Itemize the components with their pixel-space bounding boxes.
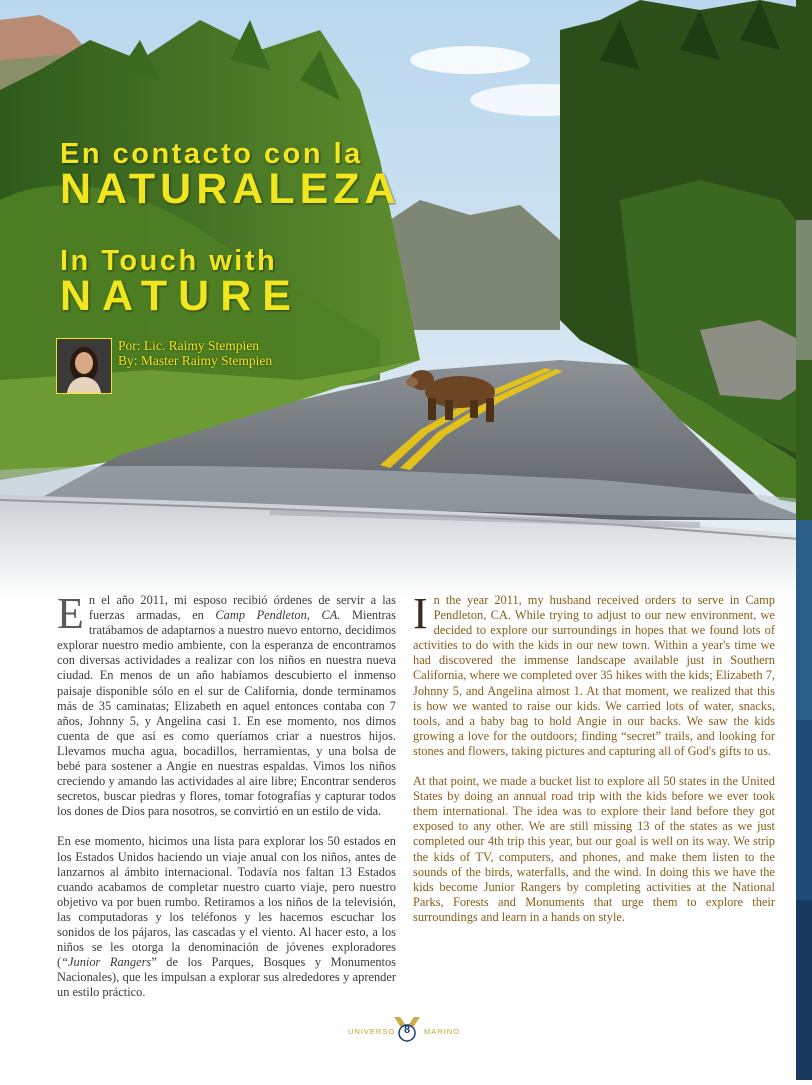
- spanish-paragraph-2: [57, 834, 396, 1000]
- spanish-p1-text-b: Mientras tratábamos de adaptarnos a nuestro nuevo entorno, decidimos explorar nuestro medio ambiente, con la esperanza de encontramos con diversas actividades a realizar con los niños en nuestra nueva ciudad. En menos de un año habíamos descubierto el inmenso paisaje disponible sólo en el sur de California, donde terminamos más de 35 caminatas; Elizabeth en aquel entonces contaba con 7 años, Johnny 5, y Angelina casi 1. En ese momento, nos dimos cuenta de que así es como queríamos criar a nuestros hijos. Llevamos mucha agua, bocadillos, herramientas, y una bolsa de bebé para sostener a Angie en nuestras espaldas. Vimos los niños creciendo y amando las actividades al aire libre; Encontrar senderos secretos, buscar piedras y flores, tomar fotografías y capturar todos los dones de Dios para nosotros, se convirtió en un estilo de vida.: [57, 608, 396, 819]
- spanish-paragraph-1: [57, 589, 396, 819]
- spanish-p1-text-a: n el año 2011, mi esposo recibió órdenes de servir a las fuerzas armadas, en: [88, 593, 396, 623]
- title-english-line1: In Touch with: [60, 245, 278, 277]
- english-paragraph-1: [413, 589, 775, 759]
- spanish-article-column: [57, 589, 396, 1015]
- title-spanish-line1: En contacto con la: [60, 138, 363, 170]
- title-spanish-line2: NATURALEZA: [60, 165, 401, 213]
- page-number: 8: [403, 1024, 411, 1036]
- page-edge-photo-strip: [796, 0, 812, 1080]
- footer-label-right: MARINO: [424, 1027, 460, 1036]
- page-footer: [330, 1013, 480, 1045]
- english-p1-text: n the year 2011, my husband received orders to serve in Camp Pendleton, CA. While trying to adjust to our new environment, we decided to explore our surroundings in hopes that we found lots of activities to do with the kids in our new town. Within a year's time we had discovered the immense landscape available just in Southern California, where we completed over 35 hikes with the kids; Elizabeth 7, Johnny 5, and Angelina almost 1. At that moment, we realized that this is how we wanted to raise our kids. We carried lots of water, snacks, tools, and a baby bag to hold Angie in our backs. We saw the kids growing a love for the outdoors; finding “secret” trails, and looking for stones and flowers, taking pictures and capturing all of God's gifts to us.: [413, 593, 775, 758]
- byline-spanish: Por: Lic. Raimy Stempien: [118, 338, 259, 353]
- spanish-p2-text-b: ” de los Parques, Bosques y Monumentos Nacionales), que les impulsan a explorar sus alrededores y aprender un estilo práctico.: [57, 955, 396, 1000]
- title-english-line2: NATURE: [60, 272, 302, 320]
- spanish-dropcap: E: [57, 589, 84, 638]
- spanish-p2-text-a: En ese momento, hicimos una lista para explorar los 50 estados en los Estados Unidos haciendo un viaje anual con los niños, antes de lanzarnos al ámbito internacional. Todavía nos faltan 13 Estados cuando acabamos de completar nuestro cuarto viaje, pero nuestro objetivo va por buen rumbo. Retiramos a los niños de la televisión, las computadoras y los teléfonos y les hacemos escuchar los sonidos de los pájaros, las cascadas y el viento. Al hacer esto, a los niños se les otorga la denominación de jóvenes exploradores (: [57, 834, 396, 970]
- spanish-p2-term: “Junior Rangers: [61, 955, 152, 970]
- byline: [118, 338, 272, 368]
- spanish-p1-place: Camp Pendleton, CA.: [215, 608, 341, 623]
- footer-label-left: UNIVERSO: [348, 1027, 396, 1036]
- byline-english: By: Master Raimy Stempien: [118, 353, 273, 368]
- english-dropcap: I: [413, 589, 428, 638]
- author-photo: [56, 338, 112, 394]
- english-article-column: [413, 589, 775, 940]
- english-paragraph-2: At that point, we made a bucket list to explore all 50 states in the United States by doing an annual road trip with the kids before we ever took them international. The idea was to explore their land before they got exposed to any other. We are still missing 13 of the states as we just completed our 4th trip this year, but our goal is well on its way. We strip the kids of TV, computers, and phones, and make them listen to the sounds of the birds, waterfalls, and the wind. In doing this we have the kids become Junior Rangers by completing activities at the National Parks, Forests and Monuments that urge them to explore their surroundings and learn in a hands on style.: [413, 774, 775, 924]
